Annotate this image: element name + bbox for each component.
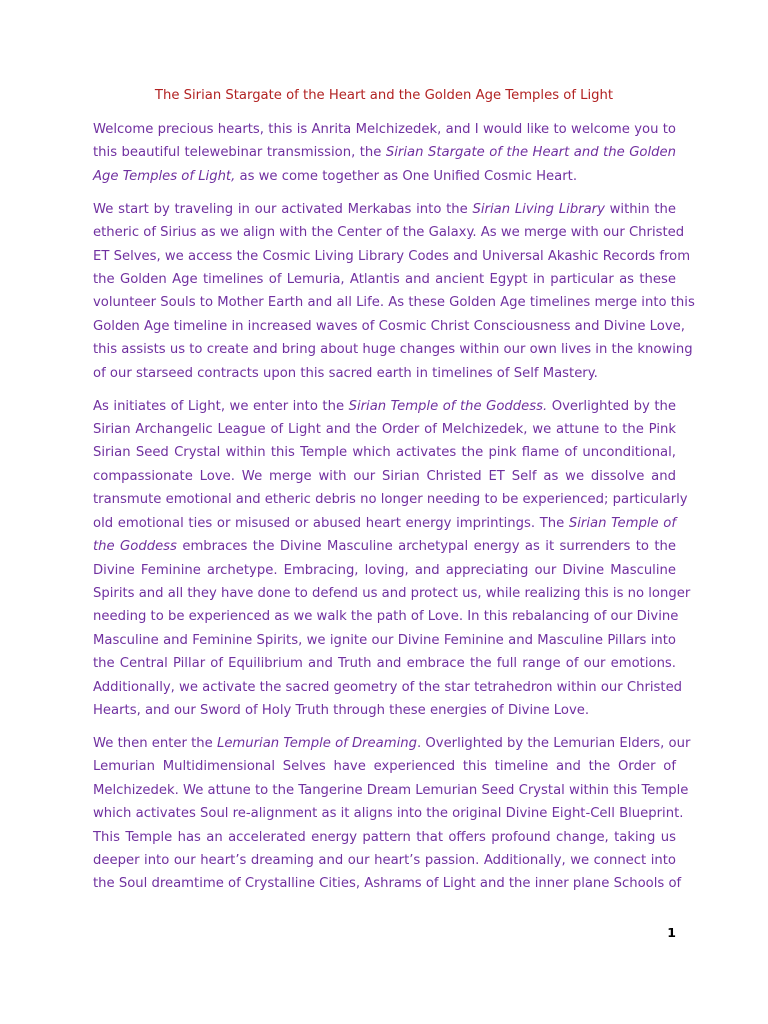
text-line: [93, 652, 676, 675]
text-line: [93, 268, 676, 291]
text-line: [93, 605, 679, 628]
text-line: [93, 362, 676, 385]
text-segment: Golden Age timeline in increased waves of Cosmic Christ Consciousness and Divine Love,: [93, 318, 685, 334]
text-segment: the Soul dreamtime of Crystalline Cities, Ashrams of Light and the inner plane Schools of: [93, 876, 682, 892]
text-segment: embraces the Divine Masculine archetypal energy as it surrenders to the: [176, 539, 677, 555]
text-line: [93, 118, 676, 141]
italic-text: Sirian Temple of: [568, 515, 676, 531]
text-segment: Hearts, and our Sword of Holy Truth through these energies of Divine Love.: [93, 702, 590, 718]
text-segment: within the: [604, 201, 676, 217]
text-segment: ET Selves, we access the Cosmic Living Library Codes and Universal Akashic Records from: [93, 248, 691, 264]
text-line: [93, 315, 685, 338]
text-line: [93, 245, 691, 268]
text-line: [93, 141, 676, 164]
text-line: [93, 582, 691, 605]
italic-text: Sirian Temple of the Goddess.: [348, 398, 548, 414]
body-paragraph: [93, 118, 676, 188]
text-segment: needing to be experienced as we walk the path of Love. In this rebalancing of our Divine: [93, 609, 679, 625]
text-line: [93, 732, 691, 755]
text-line: [93, 395, 676, 418]
text-segment: Spirits and all they have done to defend us and protect us, while realizing this is no longer: [93, 585, 691, 601]
text-line: [93, 221, 685, 244]
italic-text: the Goddess: [93, 539, 177, 555]
text-segment: Divine Feminine archetype. Embracing, loving, and appreciating our Divine Masculine: [93, 562, 676, 578]
text-line: [93, 779, 689, 802]
italic-text: Age Temples of Light,: [93, 168, 236, 184]
text-segment: this beautiful telewebinar transmission, the: [93, 145, 386, 161]
text-line: [93, 826, 676, 849]
text-line: [93, 198, 676, 221]
text-line: [93, 872, 682, 895]
text-segment: of our starseed contracts upon this sacred earth in timelines of Self Mastery.: [93, 365, 598, 381]
text-segment: transmute emotional and etheric debris no longer needing to be experienced; particularly: [93, 492, 688, 508]
text-segment: This Temple has an accelerated energy pattern that offers profound change, taking us: [93, 829, 676, 845]
body-paragraph: [93, 395, 691, 723]
text-line: [93, 849, 676, 872]
text-line: [93, 512, 676, 535]
text-line: [93, 755, 676, 778]
text-segment: which activates Soul re-alignment as it aligns into the original Divine Eight-Cell Blueprint.: [93, 806, 684, 822]
text-line: [93, 441, 676, 464]
text-segment: volunteer Souls to Mother Earth and all Life. As these Golden Age timelines merge into this: [93, 295, 695, 311]
text-line: [93, 676, 683, 699]
text-line: [93, 165, 676, 188]
text-line: [93, 559, 676, 582]
document-title: The Sirian Stargate of the Heart and the Golden Age Temples of Light: [154, 88, 614, 103]
text-segment: . Overlighted by the Lemurian Elders, our: [417, 735, 691, 751]
text-segment: Masculine and Feminine Spirits, we ignite our Divine Feminine and Masculine Pillars into: [93, 632, 676, 648]
text-segment: Sirian Archangelic League of Light and the Order of Melchizedek, we attune to the Pink: [93, 422, 676, 438]
text-line: [93, 488, 688, 511]
text-segment: deeper into our heart’s dreaming and our heart’s passion. Additionally, we connect into: [93, 852, 676, 868]
text-segment: etheric of Sirius as we align with the Center of the Galaxy. As we merge with our Christed: [93, 225, 685, 241]
text-segment: Overlighted by the: [547, 398, 676, 414]
text-segment: the Golden Age timelines of Lemuria, Atlantis and ancient Egypt in particular as these: [93, 272, 676, 288]
text-segment: the Central Pillar of Equilibrium and Truth and embrace the full range of our emotions.: [93, 656, 676, 672]
text-line: [93, 699, 676, 722]
text-line: [93, 629, 676, 652]
italic-text: Sirian Living Library: [472, 201, 605, 217]
text-segment: We start by traveling in our activated Merkabas into the: [93, 201, 473, 217]
text-segment: We then enter the: [93, 735, 217, 751]
italic-text: Sirian Stargate of the Heart and the Golden: [385, 145, 676, 161]
page-number: 1: [667, 925, 676, 940]
text-segment: this assists us to create and bring about huge changes within our own lives in the knowing: [93, 342, 693, 358]
text-segment: compassionate Love. We merge with our Sirian Christed ET Self as we dissolve and: [93, 468, 676, 484]
document-body: [93, 118, 695, 905]
text-segment: Welcome precious hearts, this is Anrita Melchizedek, and I would like to welcome you to: [93, 122, 676, 137]
text-segment: Lemurian Multidimensional Selves have experienced this timeline and the Order of: [93, 759, 676, 775]
text-line: [93, 535, 676, 558]
body-paragraph: [93, 732, 691, 896]
text-line: [93, 802, 684, 825]
text-line: [93, 465, 676, 488]
body-paragraph: [93, 198, 695, 385]
text-line: [93, 291, 695, 314]
text-segment: old emotional ties or misused or abused heart energy imprintings. The: [93, 515, 569, 531]
text-segment: Melchizedek. We attune to the Tangerine Dream Lemurian Seed Crystal within this Temple: [93, 782, 689, 798]
text-segment: as we come together as One Unified Cosmic Heart.: [235, 168, 578, 184]
text-segment: As initiates of Light, we enter into the: [93, 398, 349, 414]
italic-text: Lemurian Temple of Dreaming: [216, 735, 417, 751]
text-line: [93, 418, 676, 441]
text-segment: Sirian Seed Crystal within this Temple which activates the pink flame of unconditional,: [93, 445, 676, 461]
text-segment: Additionally, we activate the sacred geometry of the star tetrahedron within our Christed: [93, 679, 683, 695]
text-line: [93, 338, 693, 361]
